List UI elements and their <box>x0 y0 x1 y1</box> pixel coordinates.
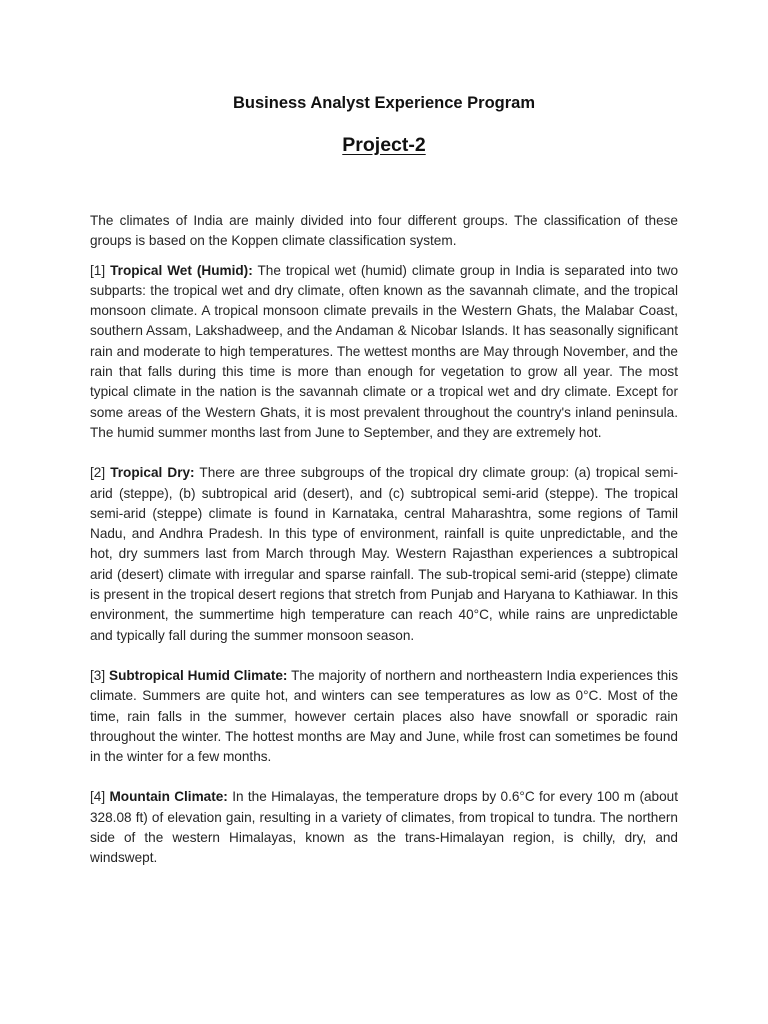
section-number: [3] <box>90 667 106 683</box>
section-text: There are three subgroups of the tropical dry climate group: (a) tropical semi-arid (steppe), (b) subtropical arid (desert), and (c) subtropical semi-arid (steppe). The tropical semi-arid (steppe) climate is found in Karnataka, central Maharashtra, some regions of Tamil Nadu, and Andhra Pradesh. In this type of environment, rainfall is quite unpredictable, and the hot, dry summers last from March through May. Western Rajasthan experiences a subtropical arid (desert) climate with irregular and sparse rainfall. The sub-tropical semi-arid (steppe) climate is present in the tropical desert regions that stretch from Punjab and Haryana to Kathiawar. In this environment, the summertime high temperature can reach 40°C, while rains are unpredictable and typically fall during the summer monsoon season. <box>90 465 679 643</box>
section-paragraph-4 <box>90 787 678 868</box>
section-label: Tropical Dry: <box>110 465 195 481</box>
paragraph-gap <box>90 252 678 261</box>
section-text: The majority of northern and northeastern India experiences this climate. Summers are quite hot, and winters can see temperatures as low as 0°C. Most of the time, rain falls in the summer, however certain places also have snowfall or sporadic rain throughout the winter. The hottest months are May and June, while frost can sometimes be found in the winter for a few months. <box>90 667 679 765</box>
section-paragraph-2 <box>90 463 678 646</box>
section-number: [1] <box>90 262 106 278</box>
paragraph-gap <box>90 443 678 463</box>
document-title: Business Analyst Experience Program <box>232 94 535 112</box>
document-subtitle <box>0 134 768 157</box>
paragraph-gap <box>90 767 678 787</box>
paragraph-gap <box>90 646 678 666</box>
section-number: [2] <box>90 465 106 481</box>
section-label: Tropical Wet (Humid): <box>110 262 253 278</box>
section-paragraph-3 <box>90 666 678 767</box>
section-paragraph-1 <box>90 261 678 444</box>
section-label: Mountain Climate: <box>109 789 228 805</box>
section-number: [4] <box>90 789 106 805</box>
document-body <box>90 211 678 869</box>
section-label: Subtropical Humid Climate: <box>109 667 288 683</box>
section-text: In the Himalayas, the temperature drops by 0.6°C for every 100 m (about 328.08 ft) of elevation gain, resulting in a variety of climates, from tropical to tundra. The northern side of the western Himalayas, known as the trans-Himalayan region, is chilly, dry, and windswept. <box>90 789 679 866</box>
subtitle-text: Project-2 <box>342 134 426 156</box>
section-text: The tropical wet (humid) climate group in India is separated into two subparts: the tropical wet and dry climate, often known as the savannah climate, and the tropical monsoon climate. A tropical monsoon climate prevails in the Western Ghats, the Malabar Coast, southern Assam, Lakshadweep, and the Andaman & Nicobar Islands. It has seasonally significant rain and moderate to high temperatures. The wettest months are May through November, and the rain that falls during this time is more than enough for vegetation to grow all year. The most typical climate in the nation is the savannah climate or a tropical wet and dry climate. Except for some areas of the Western Ghats, it is most prevalent throughout the country's inland peninsula. The humid summer months last from June to September, and they are extremely hot. <box>90 262 679 440</box>
intro-paragraph: The climates of India are mainly divided into four different groups. The classification of these groups is based on the Koppen climate classification system. <box>90 213 678 249</box>
